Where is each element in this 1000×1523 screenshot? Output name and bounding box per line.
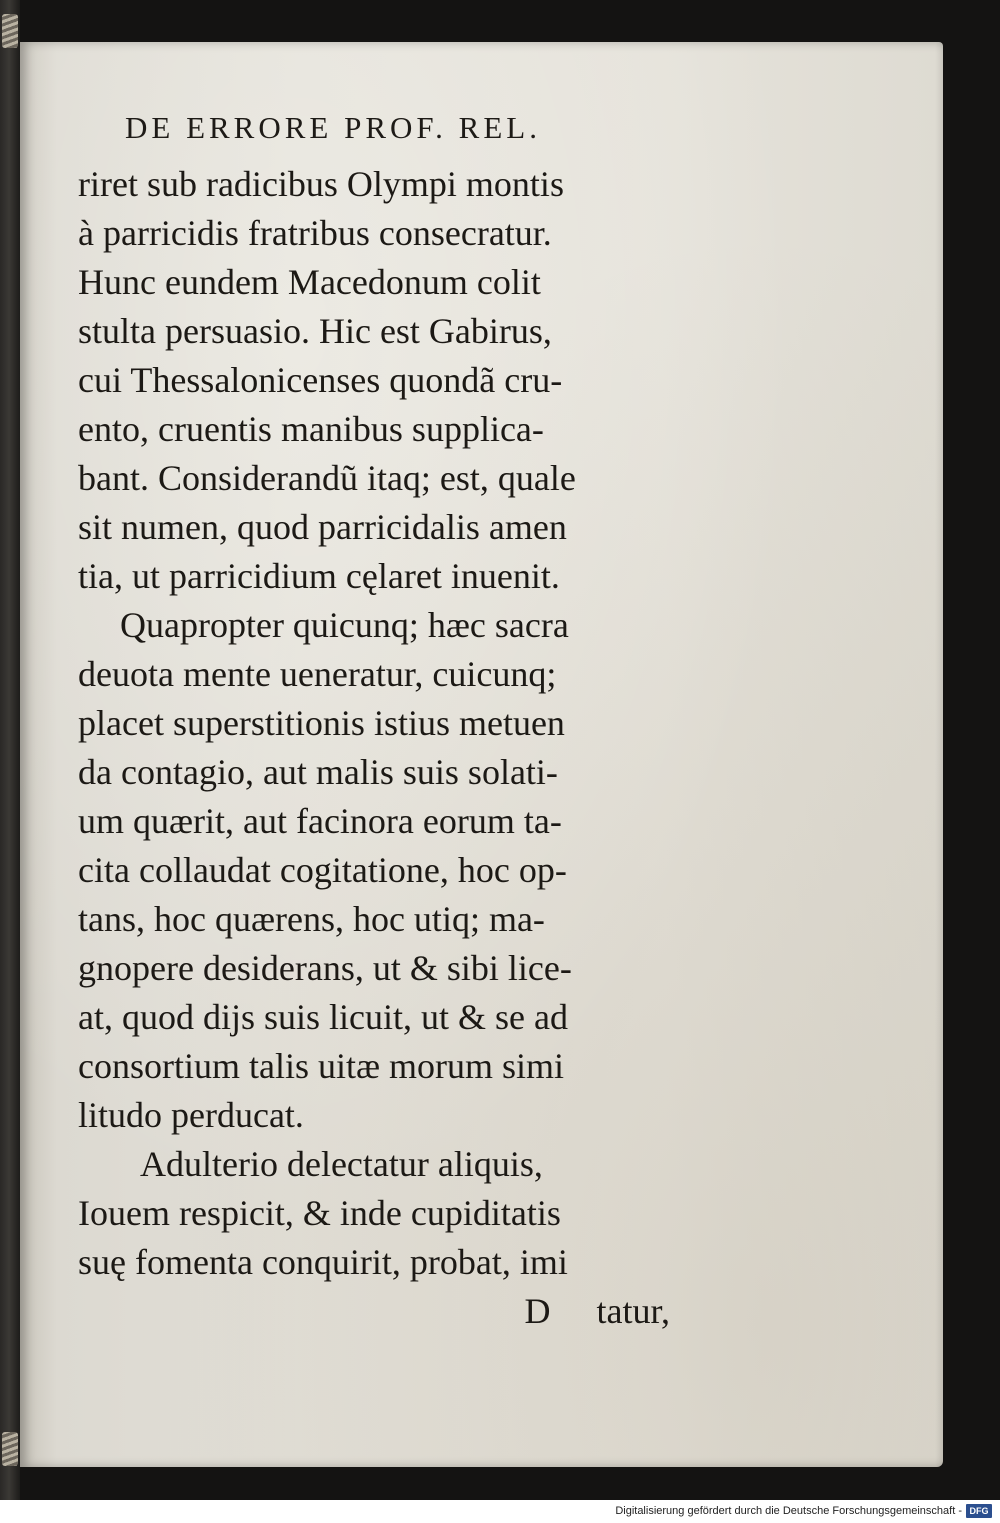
binding-thread-bottom xyxy=(2,1432,18,1466)
catchword: tatur, xyxy=(596,1291,670,1331)
text-line: da contagio, aut malis suis solati- xyxy=(78,752,558,792)
text-line: sit numen, quod parricidalis amen xyxy=(78,507,567,547)
dfg-logo: DFG xyxy=(966,1504,992,1518)
footer-bar xyxy=(0,1500,1000,1523)
text-line: gnopere desiderans, ut & sibi lice- xyxy=(78,948,572,988)
text-line: litudo perducat. xyxy=(78,1095,304,1135)
text-block xyxy=(78,160,678,1336)
text-line: placet superstitionis istius metuen xyxy=(78,703,565,743)
running-header: DE ERRORE PROF. REL. xyxy=(125,110,541,145)
binding-thread-top xyxy=(2,14,18,48)
text-line: tans, hoc quærens, hoc utiq; ma- xyxy=(78,899,545,939)
text-line: ento, cruentis manibus supplica- xyxy=(78,409,544,449)
text-line: at, quod dijs suis licuit, ut & se ad xyxy=(78,997,568,1037)
text-line: cui Thessalonicenses quondã cru- xyxy=(78,360,563,400)
text-line: stulta persuasio. Hic est Gabirus, xyxy=(78,311,552,351)
book-spine xyxy=(0,0,20,1500)
text-line: à parricidis fratribus consecratur. xyxy=(78,213,552,253)
book-page xyxy=(20,42,943,1467)
text-line: tia, ut parricidium cęlaret inuenit. xyxy=(78,556,560,596)
text-line: consortium talis uitæ morum simi xyxy=(78,1046,564,1086)
text-line: suę fomenta conquirit, probat, imi xyxy=(78,1242,568,1282)
catchword-line xyxy=(78,1287,678,1336)
signature-mark: D xyxy=(524,1291,551,1331)
text-line: Iouem respicit, & inde cupiditatis xyxy=(78,1193,561,1233)
text-line-paragraph-start: Adulterio delectatur aliquis, xyxy=(140,1144,543,1184)
text-line: riret sub radicibus Olympi montis xyxy=(78,164,564,204)
funding-credit: Digitalisierung gefördert durch die Deutsche Forschungsgemeinschaft - xyxy=(615,1505,962,1517)
text-line: Hunc eundem Macedonum colit xyxy=(78,262,541,302)
text-line: um quærit, aut facinora eorum ta- xyxy=(78,801,562,841)
text-line-paragraph-start: Quapropter quicunq; hæc sacra xyxy=(120,605,569,645)
text-line: bant. Considerandũ itaq; est, quale xyxy=(78,458,576,498)
text-line: deuota mente ueneratur, cuicunq; xyxy=(78,654,557,694)
text-line: cita collaudat cogitatione, hoc op- xyxy=(78,850,567,890)
